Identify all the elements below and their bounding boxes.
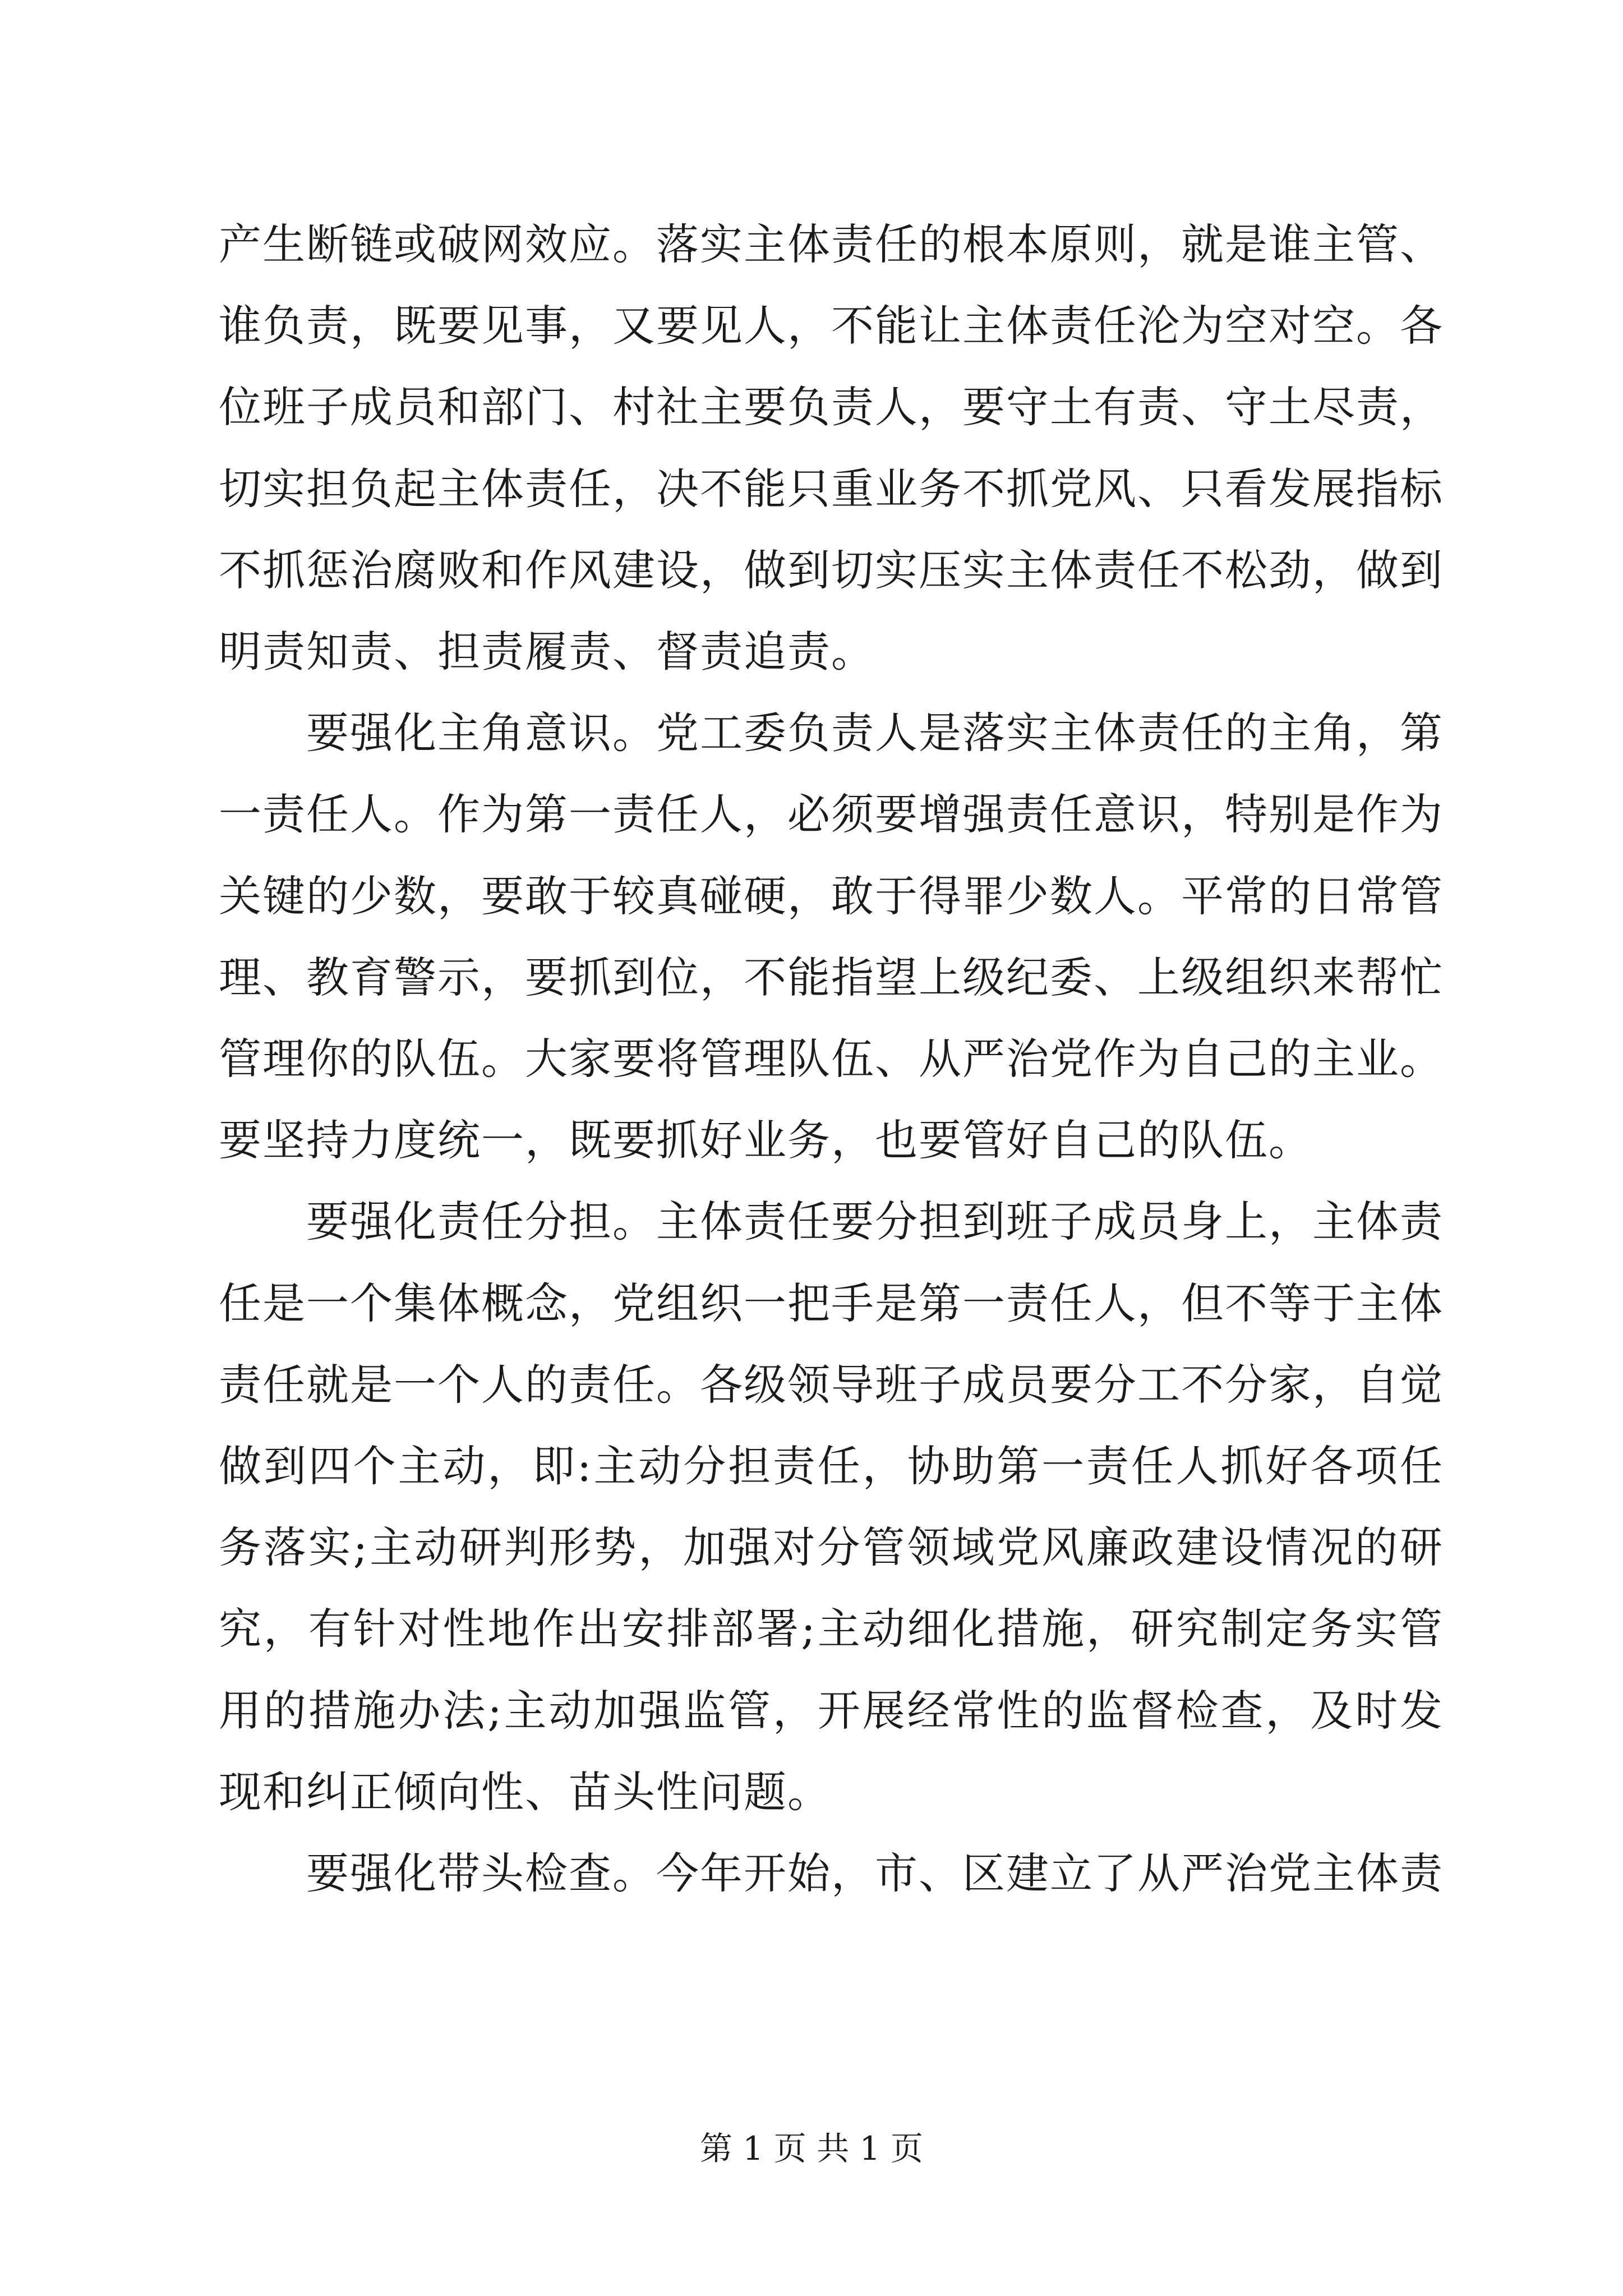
document-body [219,204,1444,1914]
page-footer: 第 1 页 共 1 页 [700,2129,923,2168]
paragraph-4: 要强化带头检查。今年开始，市、区建立了从严治党主体责 [306,1848,1444,1899]
paragraph-1: 产生断链或破网效应。落实主体责任的根本原则，就是谁主管、谁负责，既要见事，又要见人，不能让主体责任沦为空对空。各位班子成员和部门、村社主要负责人，要守土有责、守土尽责，切实担负起主体责任，决不能只重业务不抓党风、只看发展指标不抓惩治腐败和作风建设，做到切实压实主体责任不松劲，做到明责知责、担责履责、督责追责。 [219,219,1444,677]
paragraph-3: 要强化责任分担。主体责任要分担到班子成员身上，主体责任是一个集体概念，党组织一把手是第一责任人，但不等于主体责任就是一个人的责任。各级领导班子成员要分工不分家，自觉做到四个主动，即:主动分担责任，协助第一责任人抓好各项任务落实;主动研判形势，加强对分管领域党风廉政建设情况的研究，有针对性地作出安排部署;主动细化措施，研究制定务实管用的措施办法;主动加强监管，开展经常性的监督检查，及时发现和纠正倾向性、苗头性问题。 [219,1197,1444,1817]
paragraph-2: 要强化主角意识。党工委负责人是落实主体责任的主角，第一责任人。作为第一责任人，必须要增强责任意识，特别是作为关键的少数，要敢于较真碰硬，敢于得罪少数人。平常的日常管理、教育警示，要抓到位，不能指望上级纪委、上级组织来帮忙管理你的队伍。大家要将管理队伍、从严治党作为自己的主业。要坚持力度统一，既要抓好业务，也要管好自己的队伍。 [219,708,1444,1166]
